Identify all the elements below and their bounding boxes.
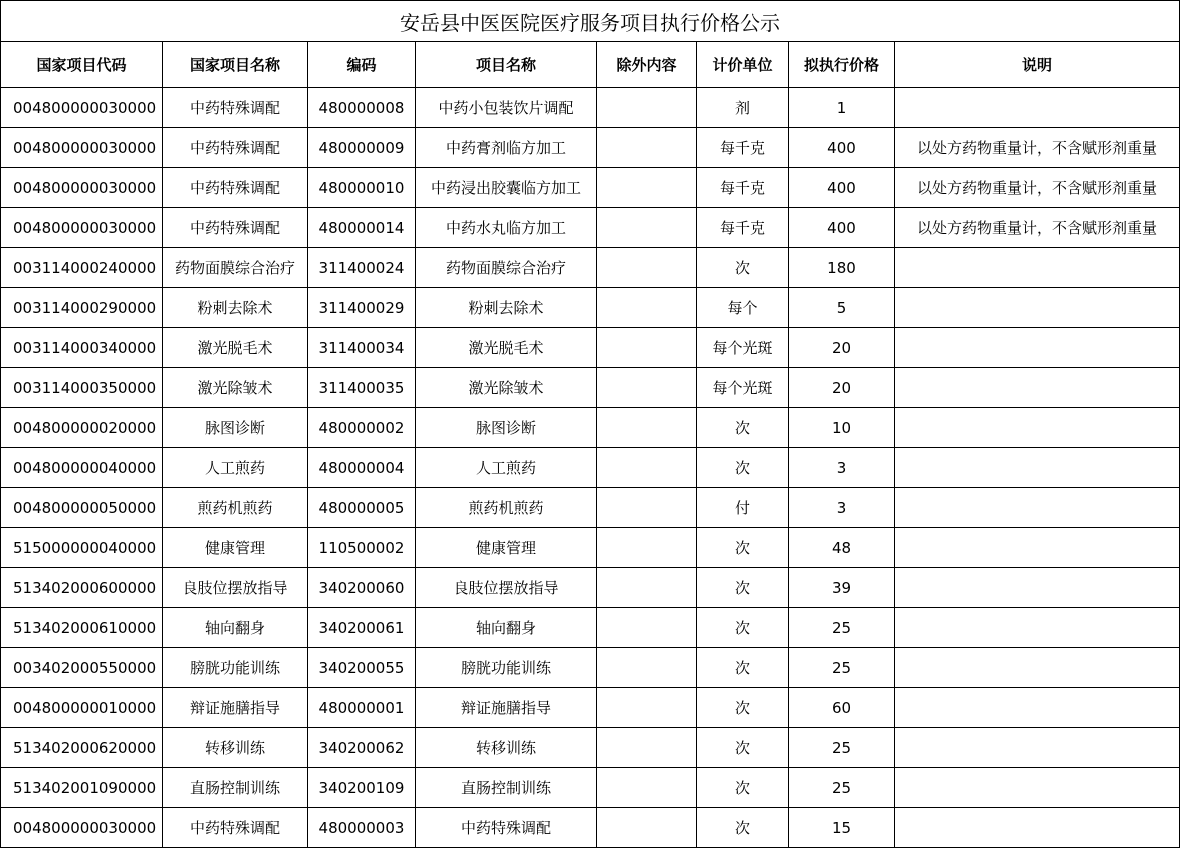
table-row [1, 328, 1180, 368]
cell-note [895, 688, 1180, 728]
cell-national-code: 003114000240000 [1, 248, 163, 288]
cell-unit: 次 [697, 608, 789, 648]
cell-unit: 次 [697, 568, 789, 608]
cell-unit: 付 [697, 488, 789, 528]
cell-item-name: 药物面膜综合治疗 [416, 248, 597, 288]
cell-national-name: 中药特殊调配 [163, 808, 308, 848]
cell-code: 480000009 [308, 128, 416, 168]
cell-item-name: 良肢位摆放指导 [416, 568, 597, 608]
cell-note [895, 728, 1180, 768]
cell-note: 以处方药物重量计，不含赋形剂重量 [895, 208, 1180, 248]
cell-item-name: 辩证施膳指导 [416, 688, 597, 728]
cell-national-code: 004800000030000 [1, 128, 163, 168]
table-row [1, 368, 1180, 408]
cell-exclusions [597, 448, 697, 488]
cell-unit: 次 [697, 768, 789, 808]
table-row [1, 488, 1180, 528]
cell-unit: 每千克 [697, 208, 789, 248]
cell-national-name: 中药特殊调配 [163, 168, 308, 208]
cell-exclusions [597, 408, 697, 448]
cell-exclusions [597, 608, 697, 648]
cell-item-name: 膀胱功能训练 [416, 648, 597, 688]
cell-price: 10 [789, 408, 895, 448]
cell-price: 400 [789, 168, 895, 208]
cell-unit: 次 [697, 688, 789, 728]
cell-exclusions [597, 488, 697, 528]
cell-national-name: 激光除皱术 [163, 368, 308, 408]
cell-price: 25 [789, 768, 895, 808]
cell-exclusions [597, 248, 697, 288]
cell-exclusions [597, 768, 697, 808]
cell-code: 340200060 [308, 568, 416, 608]
cell-price: 3 [789, 488, 895, 528]
cell-unit: 每个光斑 [697, 368, 789, 408]
cell-code: 480000001 [308, 688, 416, 728]
cell-code: 340200055 [308, 648, 416, 688]
cell-note [895, 568, 1180, 608]
table-row [1, 288, 1180, 328]
cell-national-code: 003114000290000 [1, 288, 163, 328]
cell-national-code: 515000000040000 [1, 528, 163, 568]
cell-national-code: 004800000020000 [1, 408, 163, 448]
table-body [1, 88, 1180, 848]
cell-price: 25 [789, 648, 895, 688]
cell-national-code: 004800000050000 [1, 488, 163, 528]
table-title: 安岳县中医医院医疗服务项目执行价格公示 [1, 1, 1180, 42]
table-row [1, 568, 1180, 608]
cell-exclusions [597, 328, 697, 368]
table-row [1, 728, 1180, 768]
cell-unit: 次 [697, 528, 789, 568]
cell-national-name: 脉图诊断 [163, 408, 308, 448]
cell-national-name: 激光脱毛术 [163, 328, 308, 368]
cell-note [895, 448, 1180, 488]
cell-national-name: 转移训练 [163, 728, 308, 768]
cell-national-code: 513402000610000 [1, 608, 163, 648]
cell-exclusions [597, 648, 697, 688]
table-row [1, 768, 1180, 808]
cell-national-code: 004800000030000 [1, 808, 163, 848]
table-row [1, 168, 1180, 208]
cell-note [895, 488, 1180, 528]
cell-national-code: 003402000550000 [1, 648, 163, 688]
cell-code: 311400024 [308, 248, 416, 288]
cell-note [895, 88, 1180, 128]
cell-exclusions [597, 528, 697, 568]
cell-national-name: 良肢位摆放指导 [163, 568, 308, 608]
header-note: 说明 [895, 42, 1180, 88]
cell-national-name: 健康管理 [163, 528, 308, 568]
table-row [1, 128, 1180, 168]
table-row [1, 608, 1180, 648]
cell-national-name: 药物面膜综合治疗 [163, 248, 308, 288]
cell-unit: 每千克 [697, 168, 789, 208]
cell-code: 480000002 [308, 408, 416, 448]
cell-item-name: 中药膏剂临方加工 [416, 128, 597, 168]
cell-price: 25 [789, 608, 895, 648]
cell-exclusions [597, 168, 697, 208]
cell-code: 480000008 [308, 88, 416, 128]
cell-exclusions [597, 368, 697, 408]
cell-national-code: 004800000010000 [1, 688, 163, 728]
cell-price: 25 [789, 728, 895, 768]
cell-code: 311400035 [308, 368, 416, 408]
cell-unit: 次 [697, 408, 789, 448]
cell-unit: 每千克 [697, 128, 789, 168]
cell-unit: 次 [697, 648, 789, 688]
title-row [1, 1, 1180, 42]
cell-item-name: 人工煎药 [416, 448, 597, 488]
cell-item-name: 中药特殊调配 [416, 808, 597, 848]
cell-unit: 次 [697, 248, 789, 288]
cell-national-name: 中药特殊调配 [163, 88, 308, 128]
header-national-name: 国家项目名称 [163, 42, 308, 88]
cell-code: 480000004 [308, 448, 416, 488]
table-row [1, 688, 1180, 728]
cell-code: 480000003 [308, 808, 416, 848]
cell-national-name: 粉刺去除术 [163, 288, 308, 328]
header-exclusions: 除外内容 [597, 42, 697, 88]
cell-price: 20 [789, 368, 895, 408]
cell-national-code: 003114000340000 [1, 328, 163, 368]
cell-national-name: 人工煎药 [163, 448, 308, 488]
cell-note [895, 368, 1180, 408]
cell-note [895, 528, 1180, 568]
cell-unit: 次 [697, 448, 789, 488]
cell-national-name: 中药特殊调配 [163, 128, 308, 168]
cell-unit: 次 [697, 728, 789, 768]
cell-price: 5 [789, 288, 895, 328]
cell-item-name: 中药水丸临方加工 [416, 208, 597, 248]
cell-price: 400 [789, 128, 895, 168]
cell-unit: 每个 [697, 288, 789, 328]
cell-price: 20 [789, 328, 895, 368]
cell-national-name: 煎药机煎药 [163, 488, 308, 528]
cell-price: 15 [789, 808, 895, 848]
cell-note [895, 328, 1180, 368]
cell-exclusions [597, 568, 697, 608]
cell-item-name: 直肠控制训练 [416, 768, 597, 808]
cell-exclusions [597, 128, 697, 168]
cell-code: 340200109 [308, 768, 416, 808]
cell-national-code: 004800000030000 [1, 88, 163, 128]
table-row [1, 528, 1180, 568]
cell-note [895, 288, 1180, 328]
cell-item-name: 转移训练 [416, 728, 597, 768]
cell-national-code: 513402001090000 [1, 768, 163, 808]
cell-national-code: 513402000620000 [1, 728, 163, 768]
cell-national-name: 辩证施膳指导 [163, 688, 308, 728]
cell-note: 以处方药物重量计，不含赋形剂重量 [895, 168, 1180, 208]
cell-item-name: 轴向翻身 [416, 608, 597, 648]
table-row [1, 408, 1180, 448]
cell-note [895, 648, 1180, 688]
cell-national-code: 004800000040000 [1, 448, 163, 488]
cell-code: 110500002 [308, 528, 416, 568]
table-row [1, 248, 1180, 288]
cell-national-name: 膀胱功能训练 [163, 648, 308, 688]
cell-national-code: 513402000600000 [1, 568, 163, 608]
cell-exclusions [597, 208, 697, 248]
cell-item-name: 脉图诊断 [416, 408, 597, 448]
cell-exclusions [597, 728, 697, 768]
cell-unit: 次 [697, 808, 789, 848]
cell-exclusions [597, 688, 697, 728]
cell-note: 以处方药物重量计，不含赋形剂重量 [895, 128, 1180, 168]
cell-national-name: 中药特殊调配 [163, 208, 308, 248]
cell-price: 400 [789, 208, 895, 248]
cell-national-name: 直肠控制训练 [163, 768, 308, 808]
cell-price: 1 [789, 88, 895, 128]
table-row [1, 648, 1180, 688]
cell-note [895, 808, 1180, 848]
cell-price: 48 [789, 528, 895, 568]
cell-price: 180 [789, 248, 895, 288]
header-unit: 计价单位 [697, 42, 789, 88]
table-row [1, 88, 1180, 128]
cell-note [895, 408, 1180, 448]
cell-item-name: 中药小包装饮片调配 [416, 88, 597, 128]
cell-national-name: 轴向翻身 [163, 608, 308, 648]
cell-code: 340200062 [308, 728, 416, 768]
cell-note [895, 768, 1180, 808]
cell-item-name: 激光脱毛术 [416, 328, 597, 368]
cell-national-code: 003114000350000 [1, 368, 163, 408]
cell-national-code: 004800000030000 [1, 168, 163, 208]
cell-code: 311400034 [308, 328, 416, 368]
cell-item-name: 健康管理 [416, 528, 597, 568]
cell-code: 340200061 [308, 608, 416, 648]
cell-exclusions [597, 288, 697, 328]
cell-price: 60 [789, 688, 895, 728]
cell-code: 311400029 [308, 288, 416, 328]
table-row [1, 808, 1180, 848]
table-row [1, 448, 1180, 488]
cell-price: 39 [789, 568, 895, 608]
cell-note [895, 608, 1180, 648]
cell-exclusions [597, 808, 697, 848]
cell-item-name: 激光除皱术 [416, 368, 597, 408]
cell-unit: 每个光斑 [697, 328, 789, 368]
header-national-code: 国家项目代码 [1, 42, 163, 88]
cell-note [895, 248, 1180, 288]
cell-code: 480000005 [308, 488, 416, 528]
cell-price: 3 [789, 448, 895, 488]
cell-item-name: 中药浸出胶囊临方加工 [416, 168, 597, 208]
cell-national-code: 004800000030000 [1, 208, 163, 248]
header-row [1, 42, 1180, 88]
cell-item-name: 粉刺去除术 [416, 288, 597, 328]
header-price: 拟执行价格 [789, 42, 895, 88]
header-item-name: 项目名称 [416, 42, 597, 88]
cell-code: 480000010 [308, 168, 416, 208]
header-code: 编码 [308, 42, 416, 88]
cell-item-name: 煎药机煎药 [416, 488, 597, 528]
table-row [1, 208, 1180, 248]
cell-exclusions [597, 88, 697, 128]
cell-unit: 剂 [697, 88, 789, 128]
cell-code: 480000014 [308, 208, 416, 248]
